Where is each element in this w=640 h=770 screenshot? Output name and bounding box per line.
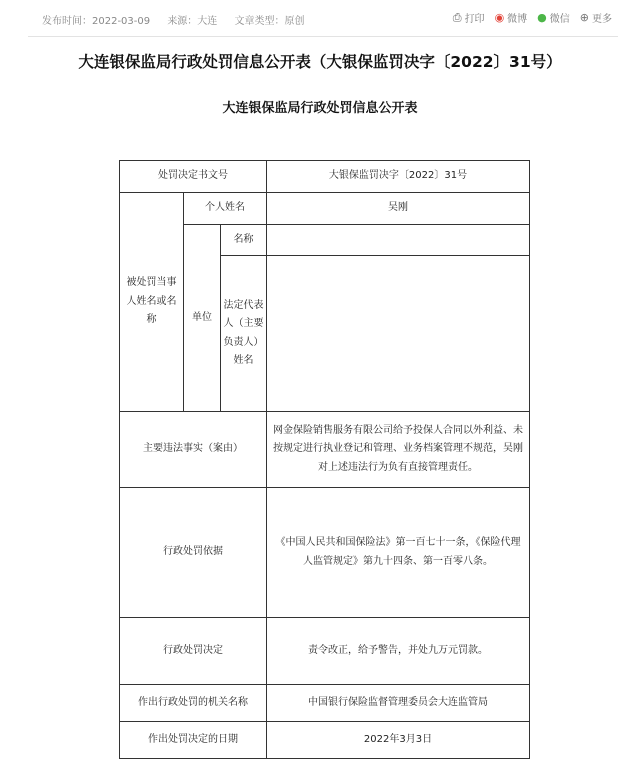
table-row (120, 412, 530, 488)
legal-rep-label: 法定代表人（主要负责人）姓名 (221, 256, 267, 412)
weibo-icon: ◉ (494, 11, 505, 24)
penalty-info-table (119, 160, 530, 759)
wechat-share-button[interactable] (537, 10, 570, 25)
authority-label: 作出行政处罚的机关名称 (120, 685, 267, 722)
table-title: 大连银保监局行政处罚信息公开表 (222, 101, 418, 116)
more-label: 更多 (592, 14, 612, 25)
printer-icon: ⎙ (452, 11, 462, 24)
article-meta-bar (0, 0, 640, 36)
individual-label: 个人姓名 (184, 193, 267, 225)
table-row (120, 193, 530, 225)
table-row (120, 722, 530, 759)
article-meta (42, 12, 319, 27)
facts-label: 主要违法事实（案由） (120, 412, 267, 488)
print-button[interactable] (453, 10, 485, 25)
unit-name-label: 名称 (221, 225, 267, 256)
decision-value: 责令改正，给予警告，并处九万元罚款。 (267, 618, 530, 685)
article-source: 来源：大连 (167, 16, 218, 27)
basis-value: 《中国人民共和国保险法》第一百七十一条，《保险代理人监管规定》第九十四条、第一百零八条。 (267, 488, 530, 618)
basis-label: 行政处罚依据 (120, 488, 267, 618)
weibo-share-button[interactable] (495, 10, 528, 25)
print-label: 打印 (464, 14, 485, 25)
decision-no-label: 处罚决定书文号 (120, 161, 267, 193)
table-row (120, 685, 530, 722)
article-type: 文章类型：原创 (234, 16, 305, 27)
decision-no-value: 大银保监罚决字〔2022〕31号 (267, 161, 530, 193)
table-row (120, 488, 530, 618)
wechat-label: 微信 (549, 14, 570, 25)
weibo-label: 微博 (507, 14, 528, 25)
table-row (120, 618, 530, 685)
wechat-icon: ● (537, 11, 547, 24)
header-divider (28, 36, 618, 37)
party-label: 被处罚当事人姓名或名称 (120, 193, 184, 412)
individual-value: 吴刚 (267, 193, 530, 225)
unit-label: 单位 (184, 225, 221, 412)
page-title: 大连银保监局行政处罚信息公开表（大银保监罚决字〔2022〕31号） (78, 53, 562, 71)
authority-value: 中国银行保险监督管理委员会大连监管局 (267, 685, 530, 722)
table-row (120, 161, 530, 193)
publish-time: 发布时间：2022-03-09 (42, 16, 151, 27)
more-icon: ⊕ (579, 11, 589, 24)
facts-value: 网金保险销售服务有限公司给予投保人合同以外利益、未按规定进行执业登记和管理、业务档案管理不规范，吴刚对上述违法行为负有直接管理责任。 (267, 412, 530, 488)
share-toolbar (453, 10, 612, 25)
date-label: 作出处罚决定的日期 (120, 722, 267, 759)
date-value: 2022年3月3日 (267, 722, 530, 759)
more-share-button[interactable] (580, 10, 612, 25)
decision-label: 行政处罚决定 (120, 618, 267, 685)
legal-rep-value (267, 256, 530, 412)
unit-name-value (267, 225, 530, 256)
